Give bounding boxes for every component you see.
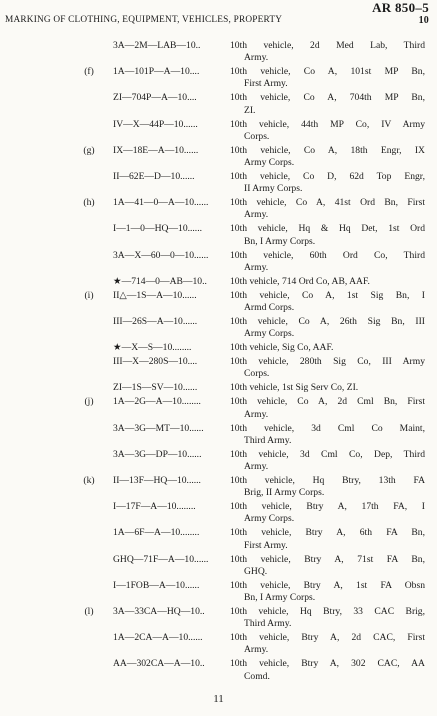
description-line: Army Corps. xyxy=(244,328,295,340)
description-line: Armd Corps. xyxy=(244,302,295,314)
marking-code: II—62E—D—10...... xyxy=(113,171,195,183)
description-line: 10th vehicle, Hq Btry, 33 CAC Brig, xyxy=(230,606,425,618)
description-line: 10th vehicle, Co A, 26th Sig Bn, III xyxy=(230,316,425,328)
running-header xyxy=(5,15,429,25)
marking-code: AA—302CA—A—10.. xyxy=(113,658,205,670)
marking-code: II—13F—HQ—10...... xyxy=(113,475,201,487)
description-line: Army. xyxy=(244,461,269,473)
description-line: 10th vehicle, Btry A, 6th FA Bn, xyxy=(230,527,425,539)
marking-code: 1A—6F—A—10........ xyxy=(113,527,200,539)
marking-description xyxy=(230,223,425,247)
subparagraph-marker: (i) xyxy=(84,289,94,301)
description-line: Army Corps. xyxy=(244,157,295,169)
description-line: 10th vehicle, Hq & Hq Det, 1st Ord xyxy=(230,223,425,235)
marking-code: 1A—101P—A—10.... xyxy=(113,66,200,78)
marking-code: ZI—1S—SV—10...... xyxy=(113,382,198,394)
description-line: 10th vehicle, 714 Ord Co, AB, AAF. xyxy=(230,275,370,287)
description-line: Army. xyxy=(244,261,269,273)
description-line: 10th vehicle, Co D, 62d Top Engr, xyxy=(230,171,425,183)
marking-entry xyxy=(0,145,437,169)
marking-entry xyxy=(0,250,437,274)
marking-description xyxy=(230,197,425,221)
description-line: Army Corps. xyxy=(244,513,295,525)
marking-code: I—17F—A—10........ xyxy=(113,501,196,513)
marking-entry xyxy=(0,92,437,116)
description-line: 10th vehicle, 3d Cml Co, Dep, Third xyxy=(230,448,425,460)
marking-entry xyxy=(0,40,437,64)
description-line: First Army. xyxy=(244,539,288,551)
description-line: 10th vehicle, Sig Co, AAF. xyxy=(230,342,334,354)
description-line: 10th vehicle, Btry A, 71st FA Bn, xyxy=(230,553,425,565)
description-line: Army. xyxy=(244,408,269,420)
marking-code: 1A—41—0—A—10...... xyxy=(113,197,209,209)
marking-description xyxy=(230,145,425,169)
marking-entry xyxy=(0,501,437,525)
marking-entry xyxy=(0,382,437,394)
subparagraph-marker: (f) xyxy=(84,66,94,78)
marking-description xyxy=(230,396,425,420)
marking-description xyxy=(230,250,425,274)
marking-entry xyxy=(0,290,437,314)
description-line: Army. xyxy=(244,644,269,656)
marking-description xyxy=(230,475,425,499)
description-line: 10th vehicle, Co A, 704th MP Bn, xyxy=(230,92,425,104)
marking-code: IV—X—44P—10...... xyxy=(113,118,198,130)
marking-code: I—1FOB—A—10...... xyxy=(113,579,200,591)
description-line: 10th vehicle, 1st Sig Serv Co, ZI. xyxy=(230,382,359,394)
marking-description xyxy=(230,606,425,630)
paragraph-number: 10 xyxy=(418,15,429,26)
marking-code: ★—714—0—AB—10.. xyxy=(113,275,207,287)
marking-description xyxy=(230,658,425,682)
vehicle-marking-list xyxy=(0,40,437,685)
description-line: Bn, I Army Corps. xyxy=(244,592,316,604)
marking-code: 3A—3G—DP—10...... xyxy=(113,448,202,460)
page-number: 11 xyxy=(213,693,224,705)
marking-code: 1A—2CA—A—10...... xyxy=(113,632,203,644)
subparagraph-marker: (g) xyxy=(83,144,95,156)
header-title: MARKING OF CLOTHING, EQUIPMENT, VEHICLES, PROPERTY xyxy=(5,15,283,25)
description-line: 10th vehicle, 44th MP Co, IV Army xyxy=(230,118,425,130)
description-line: 10th vehicle, Co A, 2d Cml Bn, First xyxy=(230,396,425,408)
marking-description xyxy=(230,276,425,288)
description-line: Corps. xyxy=(244,368,270,380)
marking-description xyxy=(230,449,425,473)
marking-description xyxy=(230,501,425,525)
description-line: 10th vehicle, Btry A, 1st FA Obsn xyxy=(230,579,425,591)
description-line: 10th vehicle, Co A, 101st MP Bn, xyxy=(230,66,425,78)
marking-entry xyxy=(0,554,437,578)
marking-entry xyxy=(0,316,437,340)
description-line: 10th vehicle, 280th Sig Co, III Army xyxy=(230,356,425,368)
regulation-number: AR 850–5 xyxy=(372,0,429,15)
marking-description xyxy=(230,92,425,116)
marking-description xyxy=(230,40,425,64)
marking-entry xyxy=(0,658,437,682)
marking-entry xyxy=(0,119,437,143)
description-line: Third Army. xyxy=(244,618,292,630)
description-line: Brig, II Army Corps. xyxy=(244,487,325,499)
description-line: ZI. xyxy=(244,104,256,116)
marking-description xyxy=(230,554,425,578)
marking-entry xyxy=(0,606,437,630)
marking-entry xyxy=(0,423,437,447)
marking-code: 3A—2M—LAB—10.. xyxy=(113,40,201,51)
marking-description xyxy=(230,342,425,354)
description-line: 10th vehicle, Co A, 41st Ord Bn, First xyxy=(230,197,425,209)
description-line: 10th vehicle, Btry A, 302 CAC, AA xyxy=(230,658,425,670)
marking-description xyxy=(230,316,425,340)
marking-description xyxy=(230,527,425,551)
marking-entry xyxy=(0,276,437,288)
description-line: II Army Corps. xyxy=(244,183,303,195)
description-line: Army. xyxy=(244,52,269,64)
subparagraph-marker: (h) xyxy=(83,197,95,209)
marking-entry xyxy=(0,396,437,420)
description-line: 10th vehicle, Btry A, 2d CAC, First xyxy=(230,632,425,644)
marking-entry xyxy=(0,197,437,221)
marking-entry xyxy=(0,449,437,473)
description-line: 10th vehicle, 60th Ord Co, Third xyxy=(230,249,425,261)
marking-entry xyxy=(0,356,437,380)
marking-entry xyxy=(0,223,437,247)
marking-code: GHQ—71F—A—10...... xyxy=(113,553,209,565)
marking-description xyxy=(230,580,425,604)
description-line: GHQ. xyxy=(244,565,268,577)
marking-description xyxy=(230,66,425,90)
marking-description xyxy=(230,356,425,380)
description-line: 10th vehicle, Co A, 1st Sig Bn, I xyxy=(230,289,425,301)
marking-entry xyxy=(0,475,437,499)
description-line: Bn, I Army Corps. xyxy=(244,235,316,247)
marking-code: ★—X—S—10........ xyxy=(113,342,192,354)
marking-code: 3A—33CA—HQ—10.. xyxy=(113,606,205,618)
description-line: First Army. xyxy=(244,78,288,90)
marking-description xyxy=(230,119,425,143)
description-line: 10th vehicle, Btry A, 17th FA, I xyxy=(230,501,425,513)
subparagraph-marker: (k) xyxy=(83,475,95,487)
subparagraph-marker: (l) xyxy=(84,606,94,618)
subparagraph-marker: (j) xyxy=(84,396,94,408)
marking-description xyxy=(230,171,425,195)
marking-code: 3A—3G—MT—10...... xyxy=(113,422,204,434)
marking-description xyxy=(230,423,425,447)
marking-code: III—X—280S—10.... xyxy=(113,356,198,368)
marking-code: 1A—2G—A—10........ xyxy=(113,396,201,408)
description-line: Army. xyxy=(244,209,269,221)
marking-description xyxy=(230,632,425,656)
marking-entry xyxy=(0,342,437,354)
marking-code: IX—18E—A—10...... xyxy=(113,144,199,156)
marking-entry xyxy=(0,580,437,604)
description-line: Third Army. xyxy=(244,434,292,446)
marking-code: I—1—0—HQ—10...... xyxy=(113,223,203,235)
marking-code: III—26S—A—10...... xyxy=(113,316,198,328)
description-line: Corps. xyxy=(244,130,270,142)
marking-description xyxy=(230,382,425,394)
marking-description xyxy=(230,290,425,314)
marking-entry xyxy=(0,527,437,551)
marking-entry xyxy=(0,66,437,90)
description-line: 10th vehicle, 3d Cml Co Maint, xyxy=(230,422,425,434)
description-line: 10th vehicle, 2d Med Lab, Third xyxy=(230,40,425,51)
marking-entry xyxy=(0,171,437,195)
description-line: Comd. xyxy=(244,670,270,682)
description-line: 10th vehicle, Hq Btry, 13th FA xyxy=(230,475,425,487)
description-line: 10th vehicle, Co A, 18th Engr, IX xyxy=(230,144,425,156)
marking-code: II△—1S—A—10...... xyxy=(113,289,197,301)
marking-code: ZI—704P—A—10.... xyxy=(113,92,197,104)
marking-entry xyxy=(0,632,437,656)
marking-code: 3A—X—60—0—10...... xyxy=(113,249,209,261)
